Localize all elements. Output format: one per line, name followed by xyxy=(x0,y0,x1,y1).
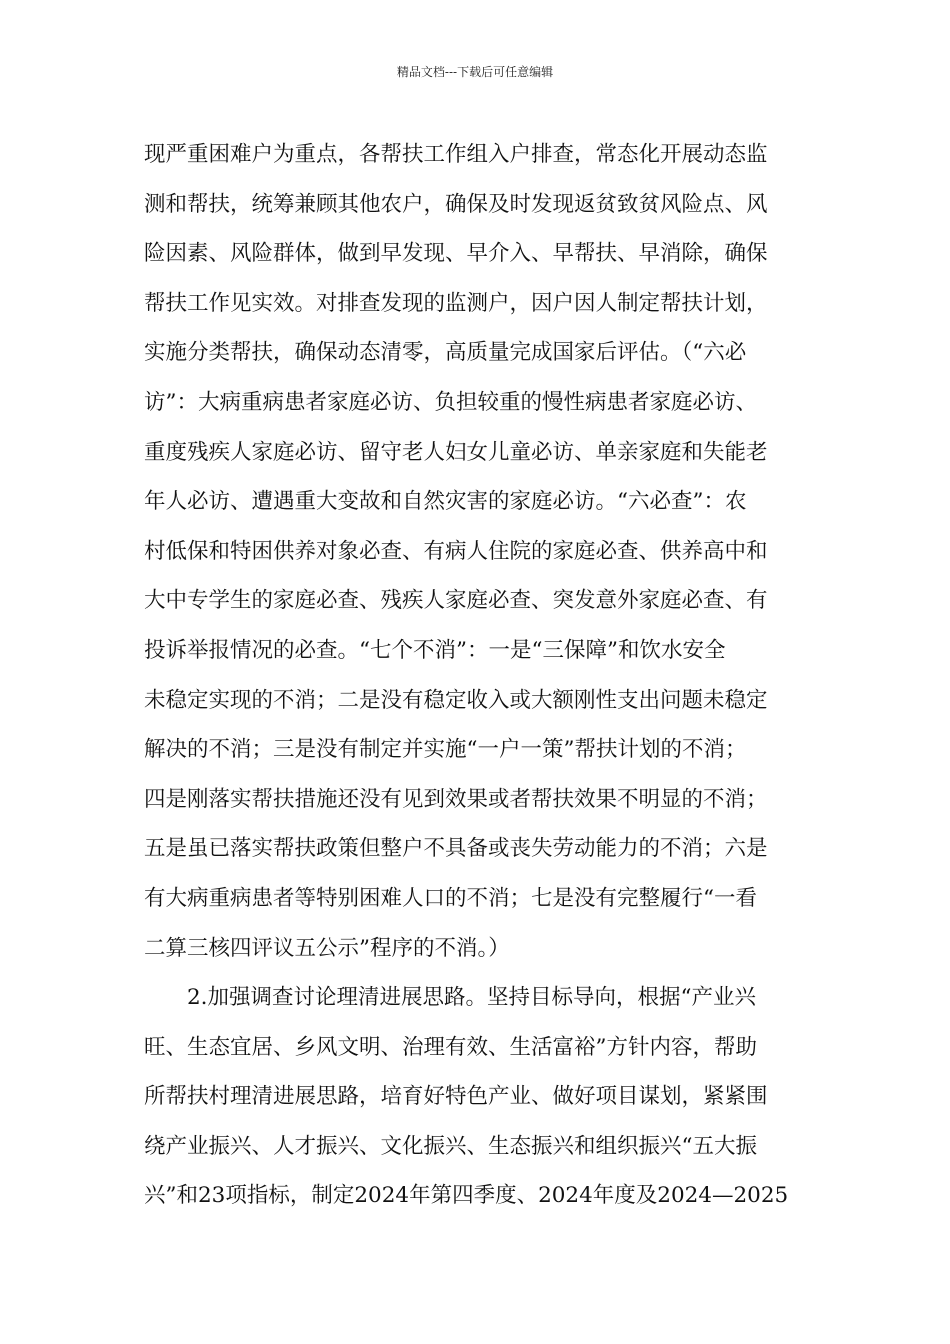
text-line: 所帮扶村理清进展思路，培育好特色产业、做好项目谋划，紧紧围 xyxy=(144,1084,768,1110)
text-line: 二算三核四评议五公示”程序的不消。） xyxy=(144,935,510,961)
text-line: 五是虽已落实帮扶政策但整户不具备或丧失劳动能力的不消；六是 xyxy=(144,836,768,862)
text-line: 测和帮扶，统筹兼顾其他农户，确保及时发现返贫致贫风险点、风 xyxy=(144,191,768,217)
text-line: 兴”和23项指标，制定2024年第四季度、2024年度及2024—2025 xyxy=(144,1183,789,1209)
text-line: 四是刚落实帮扶措施还没有见到效果或者帮扶效果不明显的不消； xyxy=(144,786,768,812)
text-line: 实施分类帮扶，确保动态清零，高质量完成国家后评估。（“六必 xyxy=(144,340,747,366)
text-line: 险因素、风险群体，做到早发现、早介入、早帮扶、早消除，确保 xyxy=(144,241,768,267)
text-line: 旺、生态宜居、乡风文明、治理有效、生活富裕”方针内容，帮助 xyxy=(144,1034,757,1060)
text-line: 有大病重病患者等特别困难人口的不消；七是没有完整履行“一看 xyxy=(144,885,757,911)
text-line: 访”：大病重病患者家庭必访、负担较重的慢性病患者家庭必访、 xyxy=(144,389,757,415)
paragraph xyxy=(144,973,808,1221)
text-line: 未稳定实现的不消；二是没有稳定收入或大额刚性支出问题未稳定 xyxy=(144,687,768,713)
text-line: 解决的不消；三是没有制定并实施“一户一策”帮扶计划的不消； xyxy=(144,737,747,763)
paragraph xyxy=(144,130,808,973)
page-header: 精品文档---下载后可任意编辑 xyxy=(396,65,554,79)
text-line: 重度残疾人家庭必访、留守老人妇女儿童必访、单亲家庭和失能老 xyxy=(144,439,768,465)
text-line: 大中专学生的家庭必查、残疾人家庭必查、突发意外家庭必查、有 xyxy=(144,588,768,614)
text-line: 投诉举报情况的必查。“七个不消”：一是“三保障”和饮水安全 xyxy=(144,637,726,663)
text-line: 年人必访、遭遇重大变故和自然灾害的家庭必访。“六必查”：农 xyxy=(144,489,747,515)
document-body xyxy=(144,130,808,1221)
text-line: 2.加强调查讨论理清进展思路。坚持目标导向，根据“产业兴 xyxy=(187,985,757,1011)
text-line: 绕产业振兴、人才振兴、文化振兴、生态振兴和组织振兴“五大振 xyxy=(144,1133,757,1159)
text-line: 村低保和特困供养对象必查、有病人住院的家庭必查、供养高中和 xyxy=(144,538,768,564)
text-line: 现严重困难户为重点，各帮扶工作组入户排查，常态化开展动态监 xyxy=(144,142,768,167)
text-line: 帮扶工作见实效。对排查发现的监测户，因户因人制定帮扶计划， xyxy=(144,290,768,316)
